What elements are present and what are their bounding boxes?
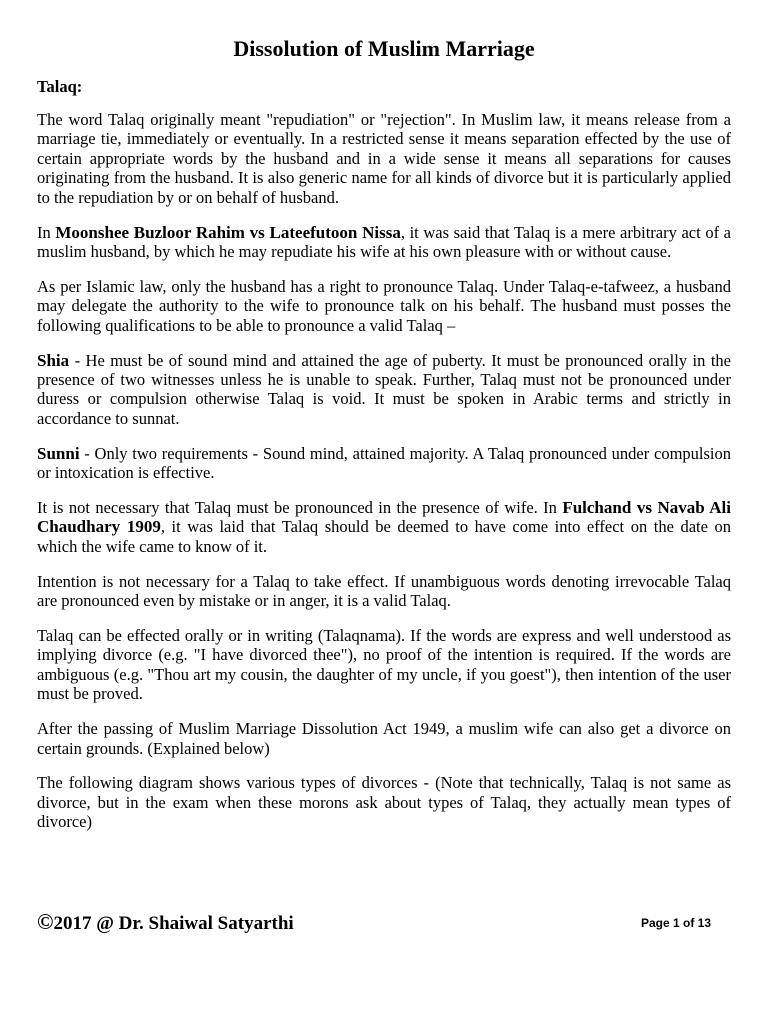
paragraph-text: Talaq can be effected orally or in writing (Talaqnama). If the words are express and well understood as implying divorce (e.g. "I have divorced thee"), no proof of the intention is required. If the words are ambiguous (e.g. "Thou art my cousin, the daughter of my uncle, if you goest"), then intention of the user must be proved.	[37, 626, 731, 704]
document-title: Dissolution of Muslim Marriage	[233, 36, 535, 61]
paragraph-sunni	[37, 444, 731, 483]
term-shia: Shia	[37, 350, 70, 370]
document-page	[37, 0, 731, 1024]
paragraph-text: - Only two requirements - Sound mind, attained majority. A Talaq pronounced under compulsion or intoxication is effective.	[37, 443, 731, 483]
copyright-icon: ©	[37, 909, 54, 934]
paragraph-intention	[37, 572, 731, 611]
paragraph-moonshee-case	[37, 223, 731, 262]
paragraph-shia	[37, 351, 731, 429]
paragraph-prefix: It is not necessary that Talaq must be pronounced in the presence of wife. In	[37, 498, 563, 517]
copyright-line	[37, 910, 294, 936]
paragraph-diagram-note	[37, 773, 731, 831]
paragraph-prefix: In	[37, 222, 56, 242]
paragraph-text: , it was laid that Talaq should be deemed to have come into effect on the date on which the wife came to know of it.	[37, 517, 731, 556]
paragraph-text: The word Talaq originally meant "repudiation" or "rejection". In Muslim law, it means release from a marriage tie, immediately or eventually. In a restricted sense it means separation effected by the use of certain appropriate words by the husband and in a wide sense it means all separations for causes originating from the husband. It is also generic name for all kinds of divorce but it is particularly applied to the repudiation by or on behalf of husband.	[37, 110, 731, 207]
paragraph-text: After the passing of Muslim Marriage Dissolution Act 1949, a muslim wife can also get a divorce on certain grounds. (Explained below)	[37, 719, 731, 758]
paragraph-talaq-definition	[37, 110, 731, 207]
case-name-moonshee: Moonshee Buzloor Rahim vs Lateefutoon Nissa	[55, 222, 401, 242]
paragraph-oral-writing	[37, 626, 731, 704]
paragraph-fulchand-case	[37, 498, 731, 556]
paragraph-text: As per Islamic law, only the husband has a right to pronounce Talaq. Under Talaq-e-tafweez, a husband may delegate the authority to the wife to pronounce talk on his behalf. The husband must posses the following qualifications to be able to pronounce a valid Talaq –	[37, 276, 731, 335]
page-footer	[37, 910, 731, 936]
paragraph-text: - He must be of sound mind and attained the age of puberty. It must be pronounced orally in the presence of two witnesses unless he is unable to speak. Further, Talaq must not be pronounced under duress or compulsion otherwise Talaq is void. It must be spoken in Arabic terms and strictly in accordance to sunnat.	[37, 350, 731, 428]
term-sunni: Sunni	[37, 443, 80, 463]
paragraph-text: , it was said that Talaq is a mere arbitrary act of a muslim husband, by which he may repudiate his wife at his own pleasure with or without cause.	[37, 222, 732, 261]
paragraph-text: The following diagram shows various types of divorces - (Note that technically, Talaq is not same as divorce, but in the exam when these morons ask about types of Talaq, they actually mean types of divorce)	[37, 773, 731, 832]
document-body	[37, 110, 731, 847]
section-heading: Talaq:	[37, 77, 83, 96]
case-name-fulchand: Fulchand vs Navab Ali Chaudhary 1909	[37, 498, 732, 537]
paragraph-husband-right	[37, 277, 731, 335]
paragraph-dissolution-act	[37, 719, 731, 758]
copyright-text: 2017 @ Dr. Shaiwal Satyarthi	[53, 913, 294, 934]
paragraph-text: Intention is not necessary for a Talaq to take effect. If unambiguous words denoting irrevocable Talaq are pronounced even by mistake or in anger, it is a valid Talaq.	[37, 571, 731, 611]
page-number: Page 1 of 13	[640, 916, 711, 930]
